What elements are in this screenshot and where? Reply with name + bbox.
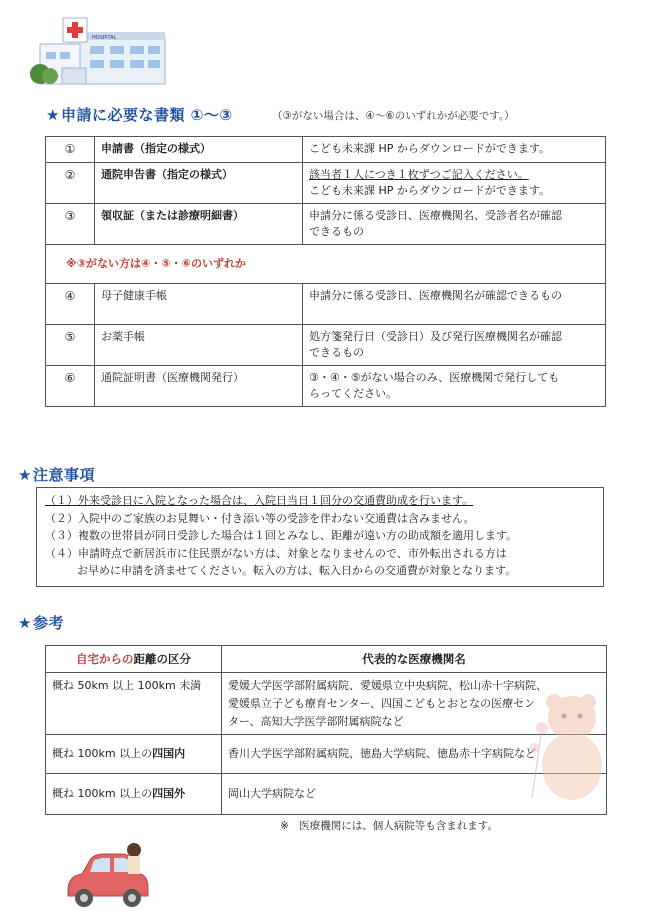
notes-title-text: 注意事項 — [32, 466, 95, 484]
desc-line: できるもの — [309, 225, 364, 239]
desc-line: ③・④・⑤がない場合のみ、医療機関で発行しても — [309, 370, 560, 384]
document-name: 申請書（指定の様式） — [95, 137, 303, 163]
row-number: ⑥ — [46, 365, 95, 406]
desc-line: 該当者１人につき１枚ずつご記入ください。 — [309, 168, 529, 182]
distance-bold: 四国外 — [152, 787, 186, 801]
document-name: お薬手帳 — [95, 325, 303, 366]
note-item — [45, 492, 595, 510]
documents-table — [45, 136, 606, 407]
row-number: ⑤ — [46, 325, 95, 366]
section-notes-title — [18, 464, 95, 485]
table-row — [46, 284, 606, 325]
footnote: ※ 医療機関には、個人病院等も含まれます。 — [280, 820, 498, 832]
star-icon: ★ — [18, 466, 32, 484]
note-text: （２）入院中のご家族のお見舞い・付き添い等の受診を伴わない交通費は含みません。 — [45, 511, 475, 525]
notes-box — [36, 487, 604, 587]
desc-line: らってください。 — [309, 386, 397, 400]
row-number: ③ — [46, 204, 95, 245]
distance-cell: 概ね 50km 以上 100km 未満 — [46, 673, 222, 735]
table-row — [46, 365, 606, 406]
desc-line: できるもの — [309, 345, 364, 359]
document-desc — [303, 137, 606, 163]
alternative-subhead: ※③がない方は④・⑤・⑥のいずれか — [46, 245, 606, 284]
note-text: （４）申請時点で新居浜市に住民票がない方は、対象となりませんので、市外転出される方は — [45, 546, 507, 560]
desc-line: こども未来課 HP からダウンロードができます。 — [309, 142, 551, 155]
note-item — [45, 562, 595, 580]
distance-header — [46, 646, 222, 673]
hospital-line: ター、高知大学医学部附属病院など — [228, 714, 404, 728]
document-desc — [303, 163, 606, 204]
row-number: ④ — [46, 284, 95, 325]
document-name: 通院証明書（医療機関発行） — [95, 365, 303, 406]
desc-line: 申請分に係る受診日、医療機関名が確認できるもの — [309, 289, 562, 303]
note-text: （１）外来受診日に入院となった場合は、入院日当日１回分の交通費助成を行います。 — [45, 494, 474, 507]
distance-header-red: 自宅からの — [76, 652, 134, 666]
reference-title-text: 参考 — [32, 614, 64, 632]
star-icon: ★ — [46, 106, 60, 124]
desc-line: こども未来課 HP からダウンロードができます。 — [309, 184, 551, 198]
distance-text: 概ね 100km 以上の — [52, 747, 153, 761]
document-desc — [303, 284, 606, 325]
documents-title-text: 申請に必要な書類 ①～③ — [60, 106, 233, 124]
hospital-sign: HOSPITAL — [92, 35, 117, 41]
table-row — [46, 163, 606, 204]
note-item — [45, 545, 595, 563]
hospital-line: 香川大学医学部附属病院、徳島大学病院、徳島赤十字病院など — [228, 747, 536, 761]
document-desc — [303, 365, 606, 406]
document-name: 通院申告書（指定の様式） — [95, 163, 303, 204]
distance-bold: 四国内 — [152, 747, 186, 761]
row-number: ② — [46, 163, 95, 204]
table-row — [46, 137, 606, 163]
car-illustration — [60, 842, 150, 912]
document-name: 領収証（または診療明細書） — [95, 204, 303, 245]
hospital-illustration — [30, 14, 170, 86]
row-number: ① — [46, 137, 95, 163]
hospital-line: 愛媛県立子ども療育センター、四国こどもとおとなの医療セン — [228, 696, 536, 710]
distance-cell — [46, 774, 222, 815]
document-name: 母子健康手帳 — [95, 284, 303, 325]
distance-header-rest: 距離の区分 — [133, 652, 191, 666]
desc-line: 処方箋発行日（受診日）及び発行医療機関名が確認 — [309, 330, 562, 344]
distance-cell — [46, 735, 222, 774]
hospital-line: 岡山大学病院など — [228, 787, 316, 801]
table-row — [46, 204, 606, 245]
distance-text: 概ね 100km 以上の — [52, 787, 153, 801]
section-documents-title — [46, 104, 233, 125]
section-reference-title — [18, 612, 64, 633]
hospital-header: 代表的な医療機関名 — [222, 646, 607, 673]
desc-line: 申請分に係る受診日、医療機関名、受診者名が確認 — [309, 209, 562, 223]
star-icon: ★ — [18, 614, 32, 632]
note-text: （３）複数の世帯員が同日受診した場合は１回とみなし、距離が遠い方の助成額を適用します。 — [45, 529, 518, 543]
hospital-line: 愛媛大学医学部附属病院、愛媛県立中央病院、松山赤十字病院、 — [228, 679, 547, 693]
note-text: お早めに申請を済ませてください。転入の方は、転入日からの交通費が対象となります。 — [77, 564, 517, 578]
document-desc — [303, 204, 606, 245]
table-header-row — [46, 646, 607, 673]
table-row — [46, 245, 606, 284]
table-row — [46, 325, 606, 366]
note-item — [45, 527, 595, 545]
mascot-illustration — [522, 688, 608, 806]
document-desc — [303, 325, 606, 366]
documents-note: （③がない場合は、④～⑥のいずれかが必要です。） — [272, 110, 515, 122]
note-item — [45, 510, 595, 528]
